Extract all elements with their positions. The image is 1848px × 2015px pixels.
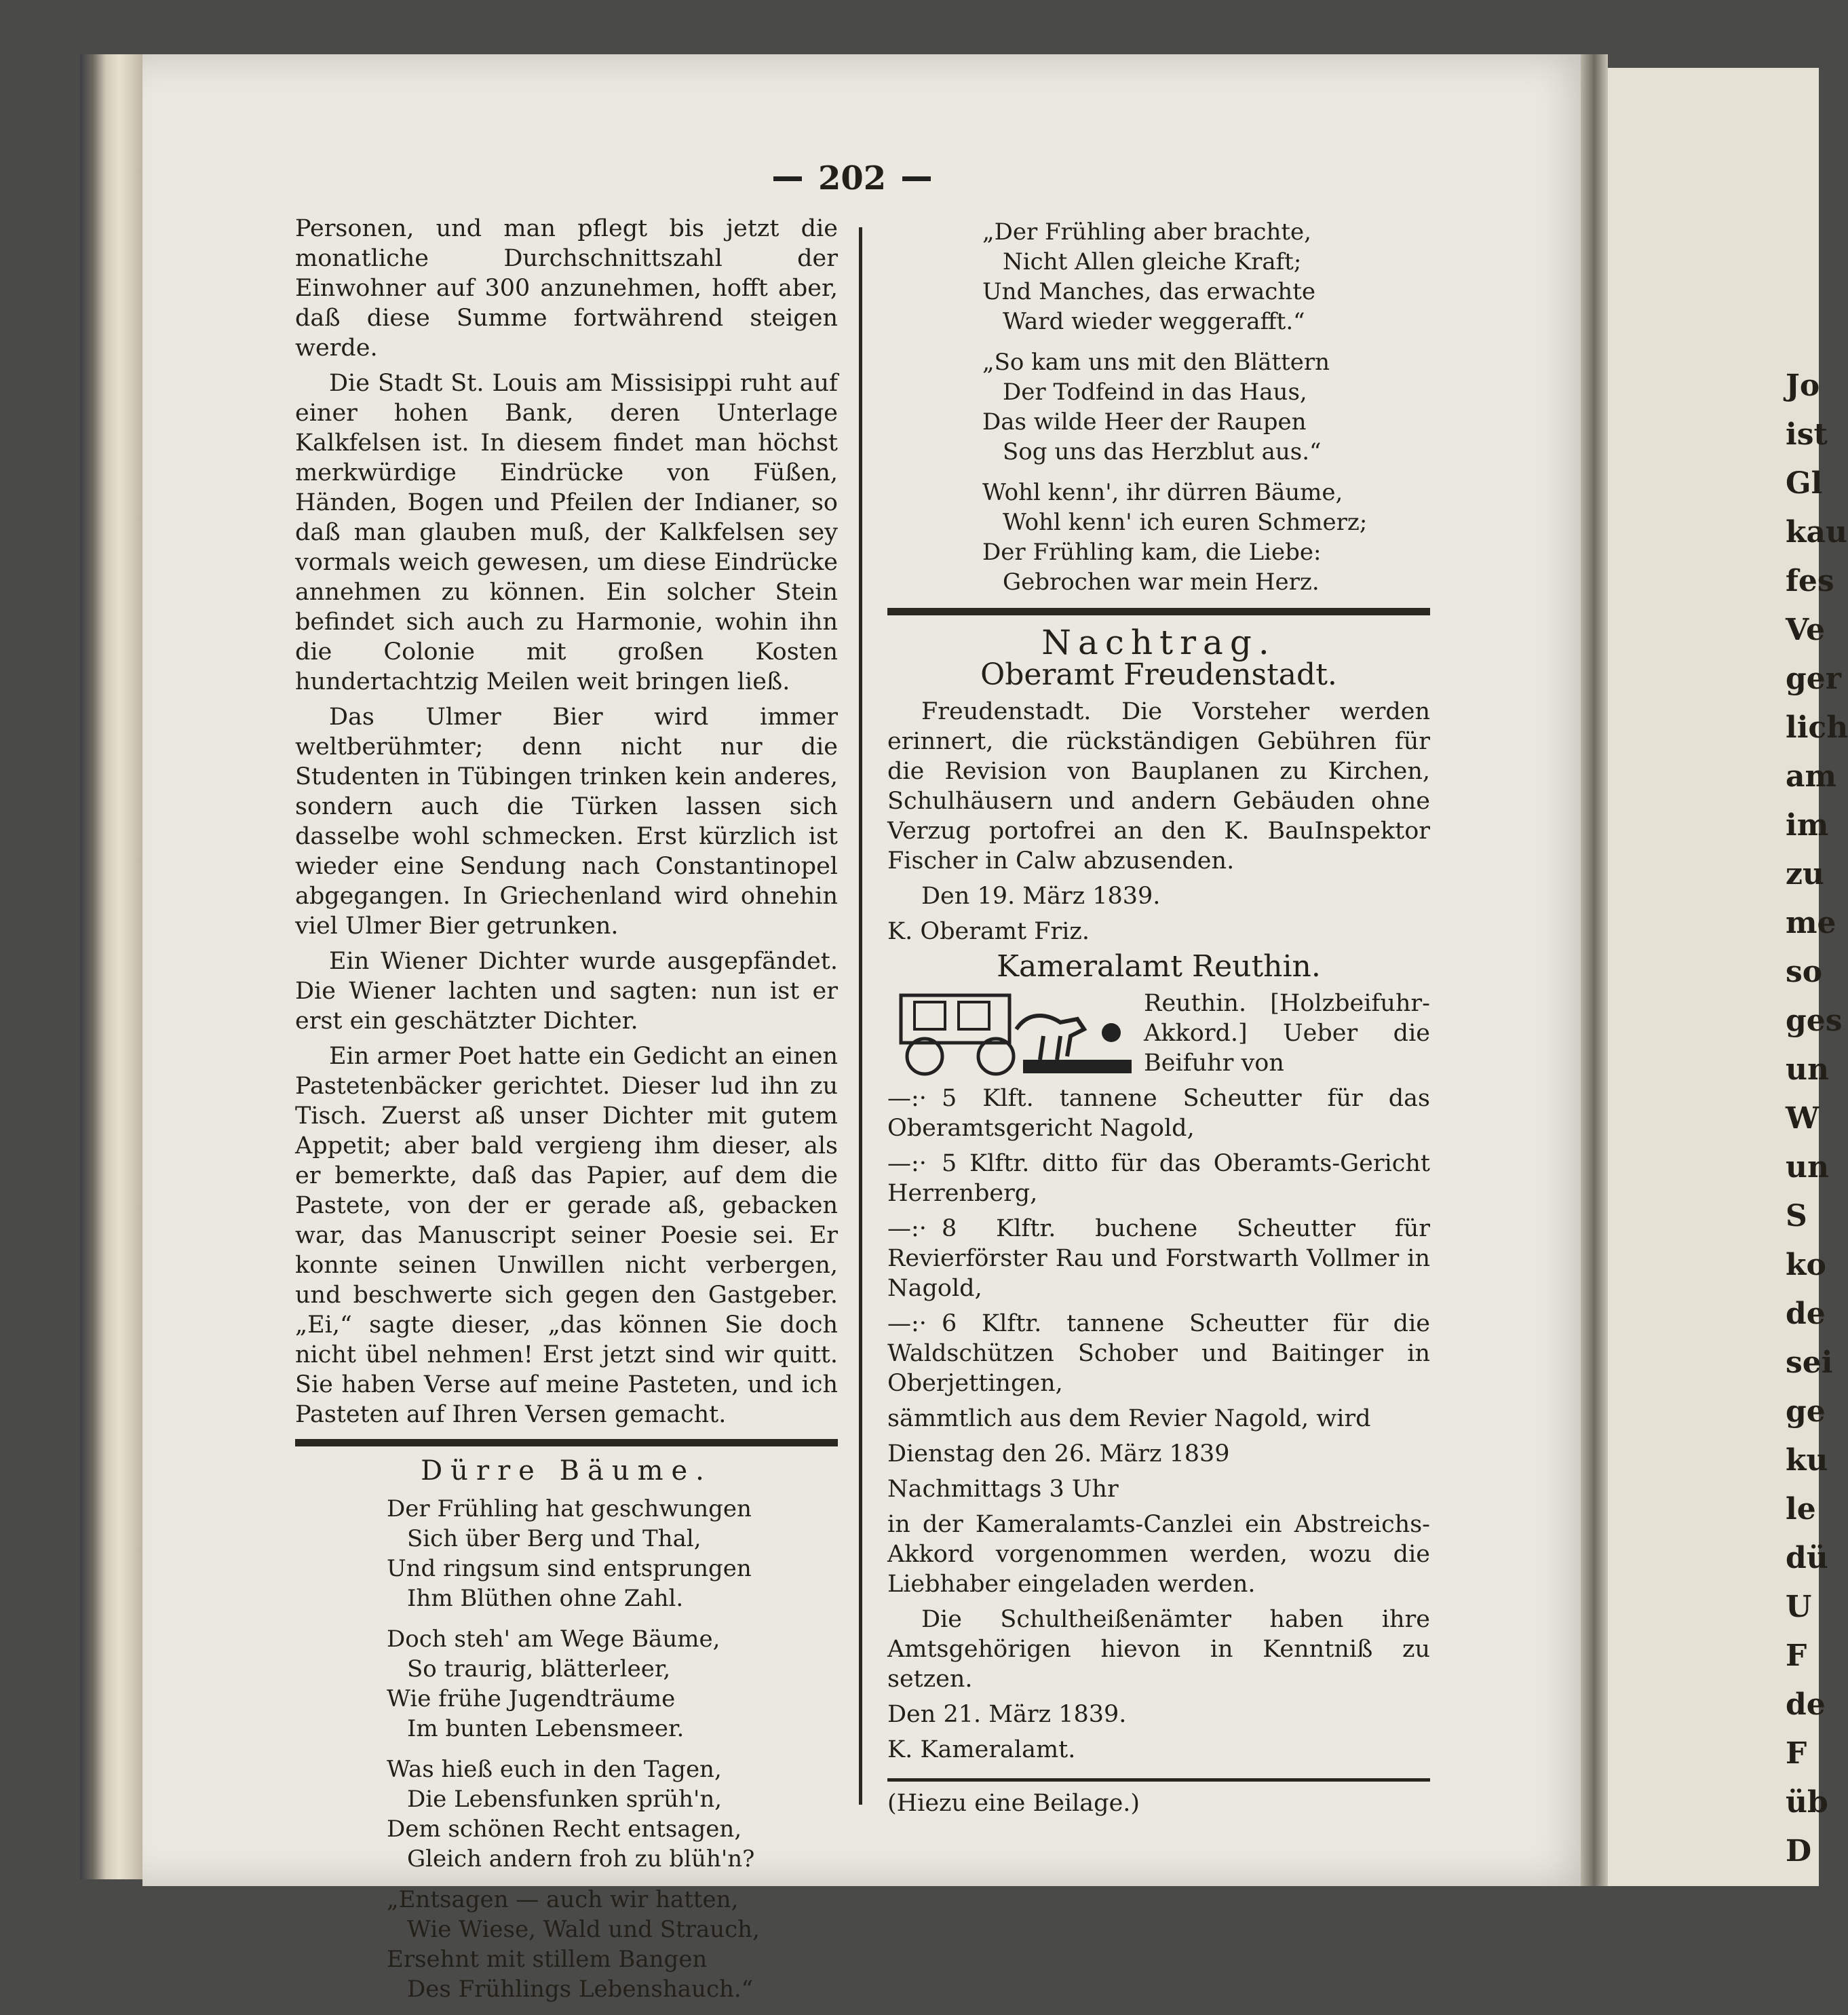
section-rule xyxy=(295,1439,838,1446)
notice-text: Die Schultheißenämter haben ihre Amtsgehörigen hievon in Kenntniß zu setzen. xyxy=(887,1606,1430,1693)
column-divider xyxy=(859,227,862,1805)
notice-intro-row xyxy=(887,989,1430,1083)
poem-line: Dem schönen Recht entsagen, xyxy=(387,1816,742,1843)
poem-line: Und Manches, das erwachte xyxy=(982,278,1315,305)
notice-intro: Reuthin. [Holzbeifuhr-Akkord.] Ueber die Beifuhr von xyxy=(1144,990,1430,1077)
facing-page-fragment: im xyxy=(1786,808,1829,843)
facing-page-fragment: kau xyxy=(1786,515,1847,550)
facing-page-fragment: ist xyxy=(1786,417,1828,452)
poem-line: Des Frühlings Lebenshauch.“ xyxy=(407,1976,754,2003)
poem-line: Gebrochen war mein Herz. xyxy=(1003,569,1320,596)
facing-page-fragment: üb xyxy=(1786,1785,1828,1820)
facing-page-fragment: ku xyxy=(1786,1443,1828,1478)
header-dash-left xyxy=(773,176,802,181)
facing-page-fragment: ge xyxy=(1786,1394,1826,1429)
poem-line: Doch steh' am Wege Bäume, xyxy=(387,1626,720,1653)
notice-text: sämmtlich aus dem Revier Nagold, wird xyxy=(887,1405,1371,1432)
paragraph: Ein armer Poet hatte ein Gedicht an einen Pastetenbäcker gerichtet. Dieser lud ihn zu Tisch. Zuerst aß unser Dichter mit gutem Appetit; aber bald vergieng ihm dieser, als er bemerkte, daß das Papier, auf dem die Pastete, von der er gerade aß, gebacken war, das Manuscript seiner Poesie sei. Er konnte seinen Unwillen nicht verbergen, und beschwerte sich gegen den Gastgeber. „Ei,“ sagte dieser, „das können Sie doch nicht übel nehmen! Erst jetzt sind wir quitt. Sie haben Verse auf meine Pasteten, und ich Pasteten auf Ihren Versen gemacht. xyxy=(295,1043,838,1428)
poem-line: Die Lebensfunken sprüh'n, xyxy=(407,1786,723,1813)
section-rule xyxy=(887,608,1430,615)
notice-date: Den 21. März 1839. xyxy=(887,1701,1127,1728)
notice-text: Freudenstadt. Die Vorsteher werden erinnert, die rückständigen Gebühren für die Revision von Bauplanen zu Kirchen, Schulhäusern und andern Gebäuden ohne Verzug portofrei an den K. BauInspektor Fischer in Calw abzusenden. xyxy=(887,698,1430,875)
office-title: Kameralamt Reuthin. xyxy=(997,949,1321,984)
book-gutter xyxy=(1581,54,1608,1886)
item-text: 6 Klftr. tannene Scheutter für die Waldschützen Schober und Baitinger in Oberjettingen, xyxy=(887,1310,1430,1397)
facing-page-fragment: zu xyxy=(1786,857,1824,891)
poem-line: Nicht Allen gleiche Kraft; xyxy=(1003,248,1302,275)
item-text: 5 Klft. tannene Scheutter für das Oberamtsgericht Nagold, xyxy=(887,1085,1430,1142)
facing-page-fragment: un xyxy=(1786,1052,1829,1087)
poem-stanza xyxy=(387,1624,838,1744)
poem-line: „So kam uns mit den Blättern xyxy=(982,349,1330,376)
facing-page-fragment: sei xyxy=(1786,1345,1833,1380)
poem-line: „Der Frühling aber brachte, xyxy=(982,218,1311,246)
facing-page-fragment: un xyxy=(1786,1150,1829,1185)
facing-page-fragment: Jo xyxy=(1786,368,1820,403)
book-page-edges xyxy=(80,54,145,1879)
item-dash: —:· xyxy=(887,1310,927,1337)
facing-page-fragment: D xyxy=(1786,1834,1812,1868)
poem-line: Ersehnt mit stillem Bangen xyxy=(387,1946,708,1973)
facing-page-fragment: am xyxy=(1786,759,1837,794)
header-dash-right xyxy=(902,176,931,181)
facing-page-fragment: me xyxy=(1786,906,1836,940)
item-dash: —:· xyxy=(887,1085,927,1112)
list-item xyxy=(887,1149,1430,1208)
poem-line: Und ringsum sind entsprungen xyxy=(387,1555,752,1582)
facing-page-fragment: U xyxy=(1786,1590,1812,1624)
facing-page-fragment: lich xyxy=(1786,710,1848,745)
office-title: Oberamt Freudenstadt. xyxy=(980,657,1337,692)
poem-line: Ihm Blüthen ohne Zahl. xyxy=(407,1585,684,1612)
poem-line: Der Frühling kam, die Liebe: xyxy=(982,539,1322,566)
paragraph: Ein Wiener Dichter wurde ausgepfändet. Die Wiener lachten und sagten: nun ist er erst ein geschätzter Dichter. xyxy=(295,948,838,1035)
item-list xyxy=(887,1083,1430,1398)
paragraph: Personen, und man pflegt bis jetzt die monatliche Durchschnittszahl der Einwohner auf 300 anzunehmen, hofft aber, daß diese Summe fortwährend steigen werde. xyxy=(295,215,838,362)
poem-line: Sich über Berg und Thal, xyxy=(407,1525,701,1552)
page-header xyxy=(773,159,931,197)
item-text: 8 Klftr. buchene Scheutter für Revierförster Rau und Forstwarth Vollmer in Nagold, xyxy=(887,1215,1430,1302)
list-item xyxy=(887,1309,1430,1398)
paragraph: Das Ulmer Bier wird immer weltberühmter; denn nicht nur die Studenten in Tübingen trinken kein anderes, sondern auch die Türken lassen sich dasselbe wohl schmecken. Erst kürzlich ist wieder eine Sendung nach Constantinopel abgegangen. In Griechenland wird ohnehin viel Ulmer Bier getrunken. xyxy=(295,704,838,940)
poem-line: Wohl kenn' ich euren Schmerz; xyxy=(1003,509,1368,536)
paragraph: Die Stadt St. Louis am Missisippi ruht auf einer hohen Bank, deren Unterlage Kalkfelsen ist. In diesem findet man höchst merkwürdige Eindrücke von Füßen, Händen, Bogen und Pfeilen der Indianer, so daß man glauben muß, der Kalkfelsen sey vormals weich gewesen, um diese Eindrücke annehmen zu können. Ein solcher Stein befindet sich auch zu Harmonie, wohin ihn die Colonie mit großen Kosten hundertachtzig Meilen weit bringen ließ. xyxy=(295,370,838,695)
poem xyxy=(387,1494,838,2004)
left-column xyxy=(295,214,838,2015)
item-dash: —:· xyxy=(887,1215,927,1242)
poem-line: Wie frühe Jugendträume xyxy=(387,1685,676,1712)
poem-line: Sog uns das Herzblut aus.“ xyxy=(1003,438,1322,465)
list-item xyxy=(887,1083,1430,1143)
poem-line: Im bunten Lebensmeer. xyxy=(407,1715,685,1742)
poem-stanza xyxy=(387,1494,838,1613)
facing-page-fragment: W xyxy=(1786,1101,1820,1136)
item-text: 5 Klftr. ditto für das Oberamts-Gericht Herrenberg, xyxy=(887,1150,1430,1207)
poem-stanza xyxy=(387,1754,838,1874)
facing-page-fragment: Gl xyxy=(1786,466,1823,501)
poem-line: Ward wieder weggerafft.“ xyxy=(1003,308,1305,335)
facing-page-fragment: S xyxy=(1786,1199,1807,1233)
right-column xyxy=(887,217,1430,1824)
poem-stanza xyxy=(982,478,1430,597)
poem-stanza xyxy=(387,1885,838,2004)
facing-page-fragment: fes xyxy=(1786,564,1834,598)
facing-page-fragment: de xyxy=(1786,1687,1826,1722)
facing-page-fragment: Ve xyxy=(1786,613,1826,647)
item-dash: —:· xyxy=(887,1150,927,1177)
footer-rule xyxy=(887,1778,1430,1782)
poem-stanza xyxy=(982,217,1430,337)
poem-line: Der Todfeind in das Haus, xyxy=(1003,379,1307,406)
list-item xyxy=(887,1214,1430,1303)
poem-line: „Entsagen — auch wir hatten, xyxy=(387,1886,739,1913)
footer-note: (Hiezu eine Beilage.) xyxy=(887,1790,1140,1817)
poem-continuation xyxy=(982,217,1430,597)
facing-page-fragment: F xyxy=(1786,1736,1807,1771)
page-number: 202 xyxy=(818,159,887,197)
notice-date: Den 19. März 1839. xyxy=(921,883,1161,910)
section-title: Nachtrag. xyxy=(1041,623,1276,662)
poem-stanza xyxy=(982,347,1430,467)
poem-line: Das wilde Heer der Raupen xyxy=(982,408,1307,436)
poem-line: Wohl kenn', ihr dürren Bäume, xyxy=(982,479,1343,506)
facing-page-fragment: ger xyxy=(1786,661,1841,696)
facing-page-fragment: F xyxy=(1786,1638,1807,1673)
facing-page-fragment: dü xyxy=(1786,1541,1828,1575)
facing-page-fragment: ko xyxy=(1786,1248,1826,1282)
auction-day: Dienstag den 26. März 1839 xyxy=(887,1440,1230,1467)
poem-line: Wie Wiese, Wald und Strauch, xyxy=(407,1916,760,1943)
poem-title: Dürre Bäume. xyxy=(421,1455,712,1486)
facing-page-fragment: le xyxy=(1786,1492,1816,1527)
notice-text: in der Kameralamts-Canzlei ein Abstreichs-Akkord vorgenommen werden, wozu die Liebhaber eingeladen werden. xyxy=(887,1511,1430,1598)
poem-line: Was hieß euch in den Tagen, xyxy=(387,1756,722,1783)
facing-page-fragment: de xyxy=(1786,1297,1826,1331)
poem-line: Der Frühling hat geschwungen xyxy=(387,1495,752,1522)
poem-line: So traurig, blätterleer, xyxy=(407,1655,671,1683)
auction-time: Nachmittags 3 Uhr xyxy=(887,1476,1119,1503)
facing-page-fragment: so xyxy=(1786,955,1823,989)
facing-page-fragment: ges xyxy=(1786,1003,1843,1038)
notice-signature: K. Oberamt Friz. xyxy=(887,918,1090,945)
poem-line: Gleich andern froh zu blüh'n? xyxy=(407,1845,755,1873)
notice-signature: K. Kameralamt. xyxy=(887,1736,1076,1763)
stagecoach-icon xyxy=(887,989,1138,1077)
